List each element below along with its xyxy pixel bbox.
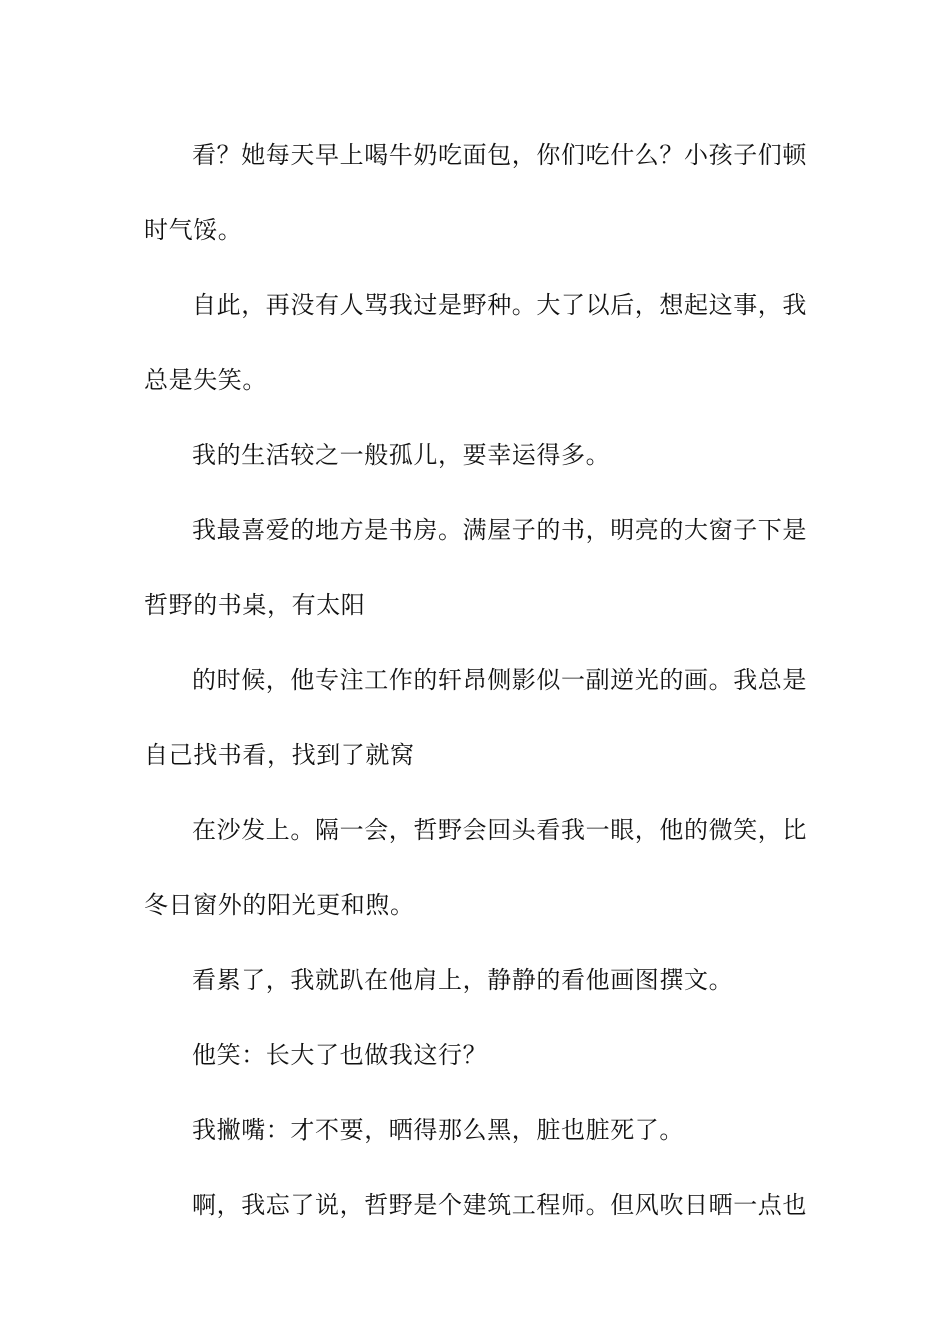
text-line: 时气馁。	[144, 216, 243, 244]
text-line: 自己找书看，找到了就窝	[144, 741, 415, 769]
text-line: 冬日窗外的阳光更和煦。	[144, 891, 415, 919]
text-line: 他笑：长大了也做我这行？	[192, 1041, 488, 1069]
text-line: 总是失笑。	[144, 366, 267, 394]
text-line: 看累了，我就趴在他肩上，静静的看他画图撰文。	[192, 966, 734, 994]
text-line: 看？她每天早上喝牛奶吃面包，你们吃什么？小孩子们顿	[192, 141, 807, 169]
text-line: 自此，再没有人骂我过是野种。大了以后，想起这事，我	[192, 291, 807, 319]
text-line: 哲野的书桌，有太阳	[144, 591, 366, 619]
text-line: 的时候，他专注工作的轩昂侧影似一副逆光的画。我总是	[192, 666, 807, 694]
text-line: 我最喜爱的地方是书房。满屋子的书，明亮的大窗子下是	[192, 516, 807, 544]
text-line: 在沙发上。隔一会，哲野会回头看我一眼，他的微笑，比	[192, 816, 807, 844]
text-line: 啊，我忘了说，哲野是个建筑工程师。但风吹日晒一点也	[192, 1191, 807, 1219]
text-line: 我的生活较之一般孤儿，要幸运得多。	[192, 441, 611, 469]
text-line: 我撇嘴：才不要，晒得那么黑，脏也脏死了。	[192, 1116, 684, 1144]
document-body	[144, 126, 806, 1251]
